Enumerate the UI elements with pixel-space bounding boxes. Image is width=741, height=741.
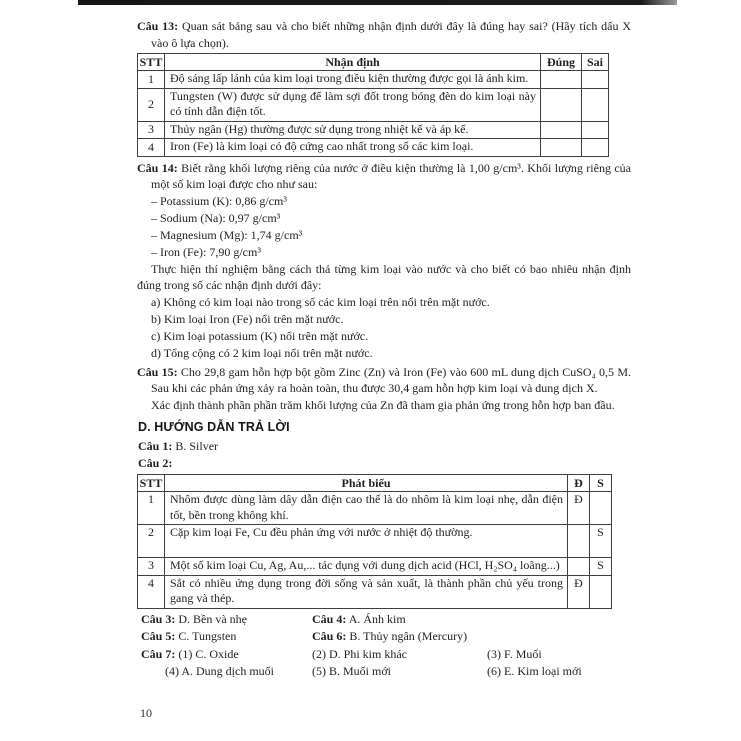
row-number: 1	[138, 71, 165, 89]
q13-table-row	[138, 121, 609, 139]
q15-task: Xác định thành phần phần trăm khối lượng của Zn đã tham gia phản ứng trong hỗn hợp ban đầu.	[151, 397, 615, 412]
row-s-cell	[590, 575, 612, 608]
q13-table-row	[138, 139, 609, 157]
row-s-cell: S	[590, 558, 612, 576]
answers-row-3-4	[137, 612, 631, 630]
row-statement: Cặp kim loại Fe, Cu đều phản ứng với nước ở nhiệt độ thường.	[165, 525, 568, 558]
q13-header-stt: STT	[138, 54, 165, 71]
row-false-cell	[582, 88, 609, 121]
density-item: – Sodium (Na): 0,97 g/cm³	[151, 210, 281, 225]
option-d: d) Tổng cộng có 2 kim loại nổi trên mặt nước.	[151, 345, 373, 360]
q13-header-statement: Nhận định	[165, 54, 541, 71]
row-d-cell	[568, 558, 590, 576]
row-true-cell	[541, 139, 582, 157]
question-14-text: Biết rằng khối lượng riêng của nước ở điều kiện thường là 1,00 g/cm³. Khối lượng riêng của một số kim loại được cho như sau:	[151, 160, 632, 191]
row-number: 2	[138, 88, 165, 121]
row-statement: Một số kim loại Cu, Ag, Au,... tác dụng với dung dịch acid (HCl, H₂SO₄ loãng...)	[165, 558, 568, 576]
row-true-cell	[541, 121, 582, 139]
row-s-cell: S	[590, 525, 612, 558]
document-page	[137, 18, 631, 682]
row-s-cell	[590, 492, 612, 525]
a2-header-s: S	[590, 475, 612, 492]
a2-table-row	[138, 525, 612, 558]
q2-answer-table	[137, 474, 612, 609]
answers-row-7b	[137, 664, 631, 682]
answer-7-item-2: (2) D. Phi kim khác	[312, 646, 407, 661]
option-c: c) Kim loại potassium (K) nổi trên mặt nước.	[151, 328, 369, 343]
q13-table-header-row	[138, 54, 609, 71]
row-d-cell	[568, 525, 590, 558]
answer-7-item-4: (4) A. Dung dịch muối	[165, 664, 274, 678]
row-number: 1	[138, 492, 165, 525]
row-false-cell	[582, 121, 609, 139]
answer-7-item-6: (6) E. Kim loại mới	[487, 664, 582, 678]
row-statement: Độ sáng lấp lánh của kim loại trong điều kiện thường được gọi là ánh kim.	[165, 71, 541, 89]
answer-6: Câu 6: B. Thủy ngân (Mercury)	[312, 629, 468, 643]
question-13	[137, 18, 631, 51]
answer-section-heading: D. HƯỚNG DẪN TRẢ LỜI	[138, 420, 290, 434]
row-number: 4	[138, 139, 165, 157]
row-number: 3	[138, 121, 165, 139]
row-statement: Thủy ngân (Hg) thường được sử dụng trong nhiệt kế và áp kế.	[165, 121, 541, 139]
a2-header-d: Đ	[568, 475, 590, 492]
question-13-text: Quan sát bảng sau và cho biết những nhận định dưới đây là đúng hay sai? (Hãy tích dấu X vào ô lựa chọn).	[151, 19, 631, 50]
answer-3: Câu 3: D. Bền và nhẹ	[141, 611, 247, 626]
answer-2-label: Câu 2:	[138, 456, 173, 470]
q13-true-false-table	[137, 53, 609, 157]
answer-1	[138, 438, 631, 455]
answer-1-label: Câu 1:	[138, 439, 173, 453]
a2-table-row	[138, 575, 612, 608]
answers-row-5-6	[137, 629, 631, 647]
question-13-label: Câu 13:	[137, 19, 179, 33]
row-statement: Iron (Fe) là kim loại có độ cứng cao nhất trong số các kim loại.	[165, 139, 541, 157]
a2-table-header-row	[138, 475, 612, 492]
answer-4: Câu 4: A. Ánh kim	[312, 611, 406, 626]
a2-table-row	[138, 558, 612, 576]
row-number: 4	[138, 575, 165, 608]
page-number: 10	[140, 706, 152, 720]
row-false-cell	[582, 139, 609, 157]
answer-7-item-5: (5) B. Muối mới	[312, 664, 392, 678]
photo-page-top-edge	[78, 0, 677, 5]
row-d-cell: Đ	[568, 575, 590, 608]
row-true-cell	[541, 71, 582, 89]
question-15	[137, 364, 631, 397]
a2-table-row	[138, 492, 612, 525]
q13-header-false: Sai	[582, 54, 609, 71]
answer-7: Câu 7: (1) C. Oxide	[141, 646, 239, 661]
q13-header-true: Đúng	[541, 54, 582, 71]
answer-1-text: B. Silver	[175, 439, 219, 453]
density-item: – Magnesium (Mg): 1,74 g/cm³	[151, 227, 303, 242]
question-14-label: Câu 14:	[137, 160, 178, 175]
question-15-label: Câu 15:	[137, 364, 178, 379]
a2-header-statement: Phát biểu	[165, 475, 568, 492]
row-true-cell	[541, 88, 582, 121]
row-false-cell	[582, 71, 609, 89]
q13-table-row	[138, 71, 609, 89]
row-statement: Sắt có nhiều ứng dụng trong đời sống và sản xuất, là thành phần chủ yếu trong gang và thép.	[165, 575, 568, 608]
density-item: – Iron (Fe): 7,90 g/cm³	[151, 244, 261, 259]
q14-instruction: Thực hiện thí nghiệm bằng cách thả từng kim loại vào nước và cho biết có bao nhiêu nhận định đúng trong số các nhận định dưới đây:	[137, 261, 631, 292]
answer-5: Câu 5: C. Tungsten	[141, 629, 237, 643]
question-15-text: Cho 29,8 gam hỗn hợp bột gồm Zinc (Zn) và Iron (Fe) vào 600 mL dung dịch CuSO₄ 0,5 M. Sau khi các phản ứng xảy ra hoàn toàn, thu được 30,4 gam hỗn hợp kim loại và dung dịch X.	[151, 364, 632, 395]
density-item: – Potassium (K): 0,86 g/cm³	[151, 193, 287, 208]
row-statement: Nhôm được dùng làm dây dẫn điện cao thế là do nhôm là kim loại nhẹ, dẫn điện tốt, bền trong không khí.	[165, 492, 568, 525]
q13-table-row	[138, 88, 609, 121]
answers-row-7a	[137, 647, 631, 665]
option-b: b) Kim loại Iron (Fe) nổi trên mặt nước.	[151, 311, 344, 326]
a2-header-stt: STT	[138, 475, 165, 492]
q14-options	[151, 294, 631, 362]
option-a: a) Không có kim loại nào trong số các kim loại trên nổi trên mặt nước.	[151, 294, 490, 309]
row-statement: Tungsten (W) được sử dụng để làm sợi đốt trong bóng đèn do kim loại này có tính dẫn điện tốt.	[165, 88, 541, 121]
question-14	[137, 160, 631, 193]
q14-density-list	[151, 193, 631, 261]
row-number: 2	[138, 525, 165, 558]
row-d-cell: Đ	[568, 492, 590, 525]
row-number: 3	[138, 558, 165, 576]
answer-7-item-3: (3) F. Muối	[487, 646, 542, 661]
